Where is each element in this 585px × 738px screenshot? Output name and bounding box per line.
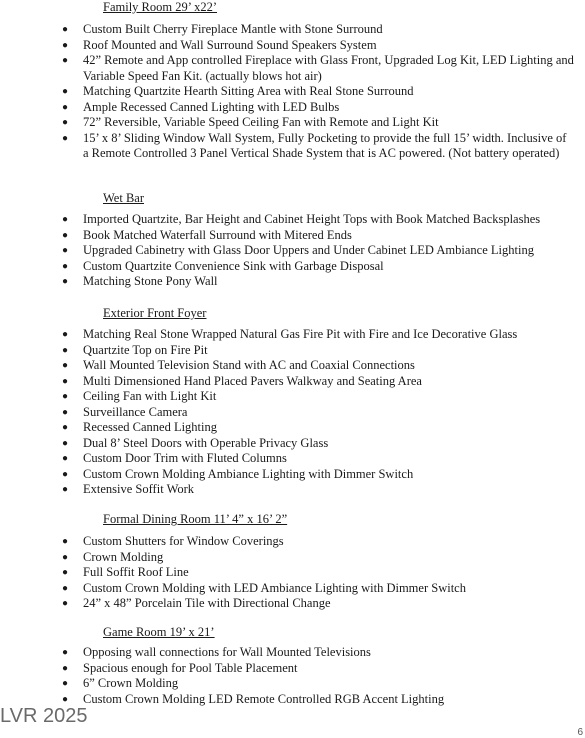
bullet-icon: ● bbox=[62, 468, 69, 480]
watermark-text: LVR 2025 bbox=[0, 705, 88, 727]
list-item: ● Multi Dimensioned Hand Placed Pavers Walkway and Seating Area bbox=[62, 373, 422, 388]
bullet-icon: ● bbox=[62, 276, 69, 287]
exterior-front-foyer-list bbox=[60, 327, 575, 498]
bullet-icon: ● bbox=[62, 329, 69, 340]
list-item: ● Custom Quartzite Convenience Sink with Garbage Disposal bbox=[62, 258, 384, 273]
list-item: ● Custom Door Trim with Fluted Columns bbox=[62, 451, 287, 465]
bullet-icon: ● bbox=[62, 39, 69, 51]
list-item: ● 6” Crown Molding bbox=[62, 676, 179, 690]
list-item: ● Matching Stone Pony Wall bbox=[62, 274, 218, 288]
list-item: ● Matching Real Stone Wrapped Natural Gas Fire Pit with Fire and Ice Decorative Glass bbox=[62, 327, 518, 341]
list-item: ● Spacious enough for Pool Table Placement bbox=[62, 660, 298, 675]
list-item: ● Crown Molding bbox=[62, 549, 164, 564]
page-number: 6 bbox=[577, 727, 583, 738]
list-item: ● 24” x 48” Porcelain Tile with Directional Change bbox=[62, 596, 331, 610]
bullet-icon: ● bbox=[62, 406, 69, 418]
section-heading-wet-bar: Wet Bar bbox=[103, 191, 144, 205]
list-item: ● Upgraded Cabinetry with Glass Door Uppers and Under Cabinet LED Ambiance Lighting bbox=[62, 243, 534, 257]
bullet-icon: ● bbox=[62, 55, 69, 66]
game-room-list bbox=[60, 645, 575, 707]
bullet-icon: ● bbox=[62, 484, 69, 495]
section-heading-exterior-front-foyer: Exterior Front Foyer bbox=[103, 306, 207, 320]
bullet-icon: ● bbox=[62, 422, 69, 433]
list-item: ● Custom Shutters for Window Coverings bbox=[62, 534, 284, 548]
list-item: ● Ceiling Fan with Light Kit bbox=[62, 389, 217, 403]
list-item: ● Recessed Canned Lighting bbox=[62, 420, 217, 434]
list-item: ● Opposing wall connections for Wall Mounted Televisions bbox=[62, 645, 371, 659]
list-item: ● 15’ x 8’ Sliding Window Wall System, Fully Pocketing to provide the full 15’ width. Inclusive of a Remote Controlled 3 Panel Vertical Shade System that is AC powered. (Not battery operated) bbox=[62, 130, 567, 160]
bullet-icon: ● bbox=[62, 214, 69, 225]
wet-bar-list bbox=[60, 212, 575, 290]
formal-dining-room-list bbox=[60, 534, 575, 612]
list-item: ● 42” Remote and App controlled Fireplace with Glass Front, Upgraded Log Kit, LED Lighting and Variable Speed Fan Kit. (actually blows hot air) bbox=[62, 53, 574, 83]
list-item: ● 72” Reversible, Variable Speed Ceiling Fan with Remote and Light Kit bbox=[62, 115, 439, 129]
bullet-icon: ● bbox=[62, 536, 69, 547]
bullet-icon: ● bbox=[62, 117, 69, 128]
list-item: ● Surveillance Camera bbox=[62, 404, 188, 419]
bullet-icon: ● bbox=[62, 101, 69, 113]
bullet-icon: ● bbox=[62, 437, 69, 449]
bullet-icon: ● bbox=[62, 344, 69, 356]
list-item: ● Extensive Soffit Work bbox=[62, 482, 195, 496]
list-item: ● Roof Mounted and Wall Surround Sound Speakers System bbox=[62, 37, 377, 52]
list-item: ● Wall Mounted Television Stand with AC and Coaxial Connections bbox=[62, 358, 415, 372]
bullet-icon: ● bbox=[62, 582, 69, 594]
bullet-icon: ● bbox=[62, 24, 69, 35]
bullet-icon: ● bbox=[62, 391, 69, 402]
list-item: ● Custom Built Cherry Fireplace Mantle with Stone Surround bbox=[62, 22, 383, 36]
section-heading-game-room: Game Room 19’ x 21’ bbox=[103, 625, 215, 639]
bullet-icon: ● bbox=[62, 132, 69, 144]
section-heading-family-room: Family Room 29’ x22’ bbox=[103, 0, 218, 14]
bullet-icon: ● bbox=[62, 693, 69, 705]
list-item: ● Full Soffit Roof Line bbox=[62, 565, 189, 579]
bullet-icon: ● bbox=[62, 662, 69, 674]
bullet-icon: ● bbox=[62, 678, 69, 689]
bullet-icon: ● bbox=[62, 647, 69, 658]
list-item: ● Matching Quartzite Hearth Sitting Area with Real Stone Surround bbox=[62, 84, 414, 98]
section-heading-formal-dining-room: Formal Dining Room 11’ 4” x 16’ 2” bbox=[103, 512, 288, 526]
list-item: ● Ample Recessed Canned Lighting with LED Bulbs bbox=[62, 99, 340, 114]
bullet-icon: ● bbox=[62, 453, 69, 464]
bullet-icon: ● bbox=[62, 245, 69, 256]
bullet-icon: ● bbox=[62, 598, 69, 609]
bullet-icon: ● bbox=[62, 360, 69, 371]
list-item: ● Quartzite Top on Fire Pit bbox=[62, 342, 208, 357]
bullet-icon: ● bbox=[62, 375, 69, 387]
list-item: ● Book Matched Waterfall Surround with Mitered Ends bbox=[62, 227, 352, 242]
list-item: ● Custom Crown Molding LED Remote Controlled RGB Accent Lighting bbox=[62, 691, 445, 706]
bullet-icon: ● bbox=[62, 567, 69, 578]
bullet-icon: ● bbox=[62, 86, 69, 97]
list-item: ● Custom Crown Molding Ambiance Lighting with Dimmer Switch bbox=[62, 466, 414, 481]
bullet-icon: ● bbox=[62, 260, 69, 272]
bullet-icon: ● bbox=[62, 551, 69, 563]
list-item: ● Custom Crown Molding with LED Ambiance Lighting with Dimmer Switch bbox=[62, 580, 466, 595]
list-item: ● Imported Quartzite, Bar Height and Cabinet Height Tops with Book Matched Backsplashes bbox=[62, 212, 541, 226]
list-item: ● Dual 8’ Steel Doors with Operable Privacy Glass bbox=[62, 435, 329, 450]
bullet-icon: ● bbox=[62, 229, 69, 241]
family-room-list bbox=[60, 22, 575, 162]
